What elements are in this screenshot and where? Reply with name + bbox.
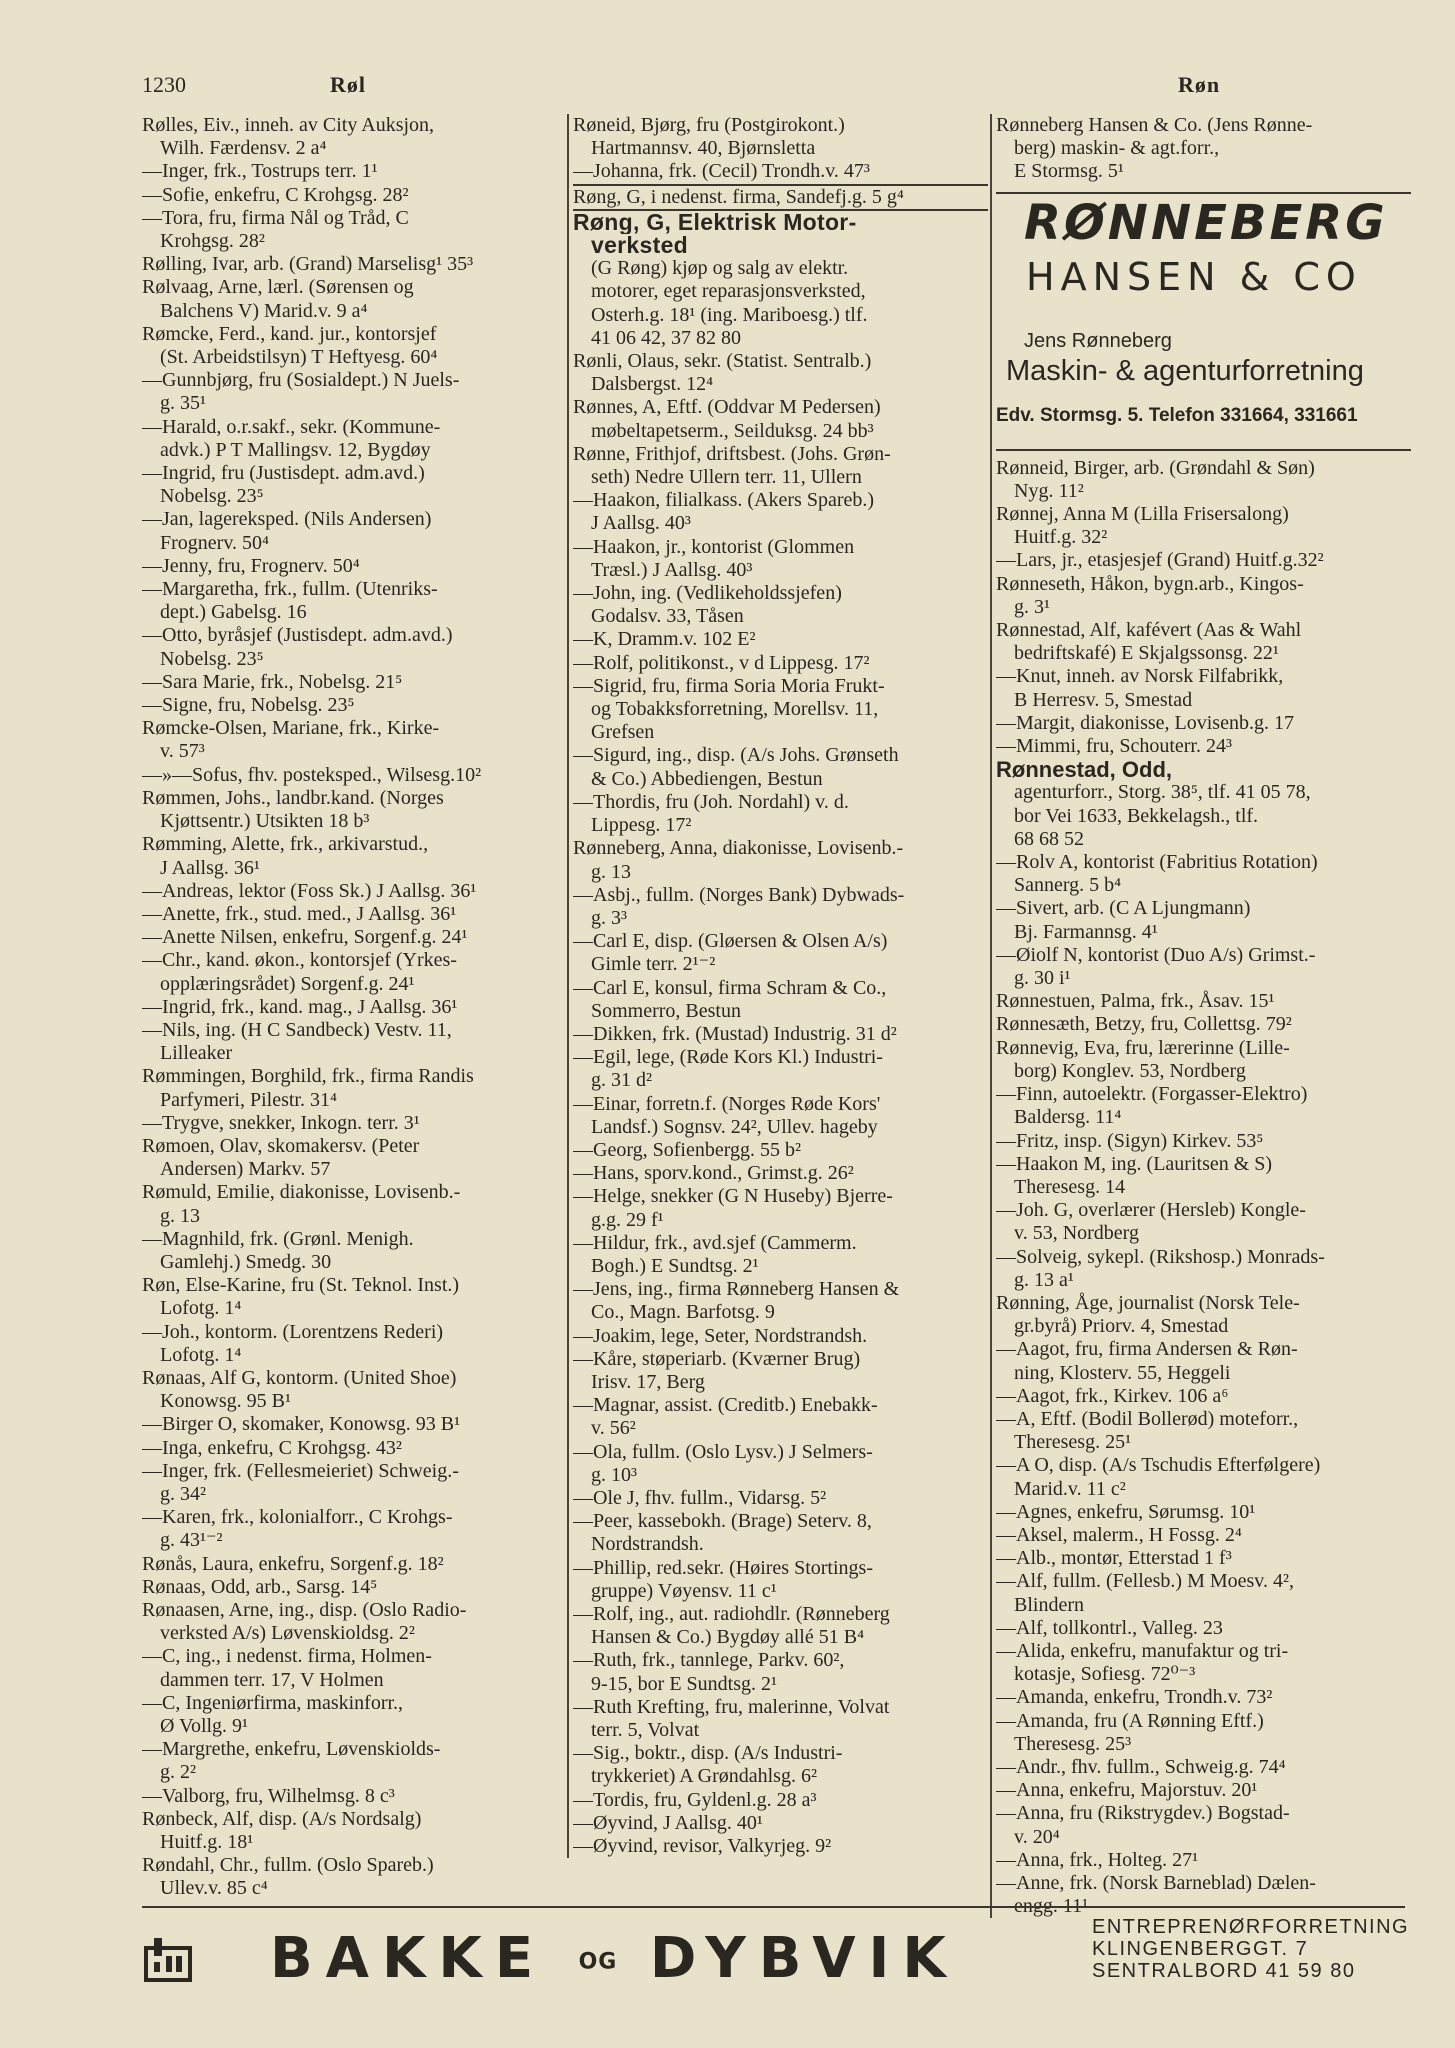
directory-entry-line: —Ola, fullm. (Oslo Lysv.) J Selmers- (573, 1440, 873, 1463)
directory-entry-line: —Ole J, fhv. fullm., Vidarsg. 5² (573, 1486, 827, 1509)
directory-entry-line: —Margaretha, frk., fullm. (Utenriks- (142, 578, 438, 601)
directory-entry-line: —K, Dramm.v. 102 E² (573, 628, 756, 651)
directory-entry-line: —Ruth Krefting, fru, malerinne, Volvat (573, 1695, 890, 1718)
directory-entry-line: Rønnesæth, Betzy, fru, Collettsg. 79² (996, 1013, 1292, 1036)
directory-entry-line: Rønneseth, Håkon, bygn.arb., Kingos- (996, 572, 1304, 595)
directory-entry-line: Rønnestad, Alf, kafévert (Aas & Wahl (996, 619, 1302, 642)
directory-entry-line: Balchens V) Marid.v. 9 a⁴ (160, 299, 368, 322)
directory-entry-line: —Rolv A, kontorist (Fabritius Rotation) (996, 851, 1318, 874)
directory-entry-line: 68 68 52 (1014, 827, 1084, 850)
directory-entry-line: (St. Arbeidstilsyn) T Heftyesg. 60⁴ (160, 346, 438, 369)
directory-entry-line: B Herresv. 5, Smestad (1014, 688, 1193, 711)
directory-entry-line: g. 31 d² (591, 1069, 652, 1092)
directory-entry-line: —Peer, kassebokh. (Brage) Seterv. 8, (573, 1510, 872, 1533)
directory-column-3 (990, 114, 1411, 1918)
directory-entry-line: —Øyvind, J Aallsg. 40¹ (573, 1811, 763, 1834)
directory-entry-line: —Harald, o.r.sakf., sekr. (Kommune- (142, 415, 441, 438)
directory-entry-line: —Inger, frk., Tostrups terr. 1¹ (142, 160, 378, 183)
directory-entry-line: Sannerg. 5 b⁴ (1014, 874, 1122, 897)
directory-entry-line: —Sig., boktr., disp. (A/s Industri- (573, 1742, 843, 1765)
directory-entry-line: Huitf.g. 32² (1014, 526, 1108, 549)
advert-logo-company: HANSEN & CO (1026, 254, 1362, 299)
footer-line-1: ENTREPRENØRFORRETNING (1092, 1916, 1410, 1938)
directory-entry-line: —Sara Marie, frk., Nobelsg. 21⁵ (142, 670, 403, 693)
directory-entry-line: Theresesg. 25¹ (1014, 1431, 1132, 1454)
directory-entry-line: Blindern (1014, 1593, 1084, 1616)
footer-brand (270, 1926, 959, 1991)
directory-entry-line: v. 20⁴ (1014, 1825, 1060, 1848)
directory-entry-line: verksted (591, 234, 689, 258)
directory-entry-line: Lofotg. 1⁴ (160, 1297, 242, 1320)
directory-entry-line: Rønnevig, Eva, fru, lærerinne (Lille- (996, 1036, 1290, 1059)
directory-entry-line: Rønaas, Odd, arb., Sarsg. 14⁵ (142, 1575, 378, 1598)
directory-entry-line: —Ruth, frk., tannlege, Parkv. 60², (573, 1649, 845, 1672)
bakke-dybvik-advertisement (142, 1906, 1410, 2008)
directory-entry-line: —Anette, frk., stud. med., J Aallsg. 36¹ (142, 902, 457, 925)
directory-entry-line: —Inger, frk. (Fellesmeieriet) Schweig.- (142, 1459, 459, 1482)
directory-entry-line: Gamlehj.) Smedg. 30 (160, 1250, 332, 1273)
directory-entry-line: Kjøttsentr.) Utsikten 18 b³ (160, 810, 370, 833)
directory-entry-line: v. 56² (591, 1417, 636, 1440)
directory-entry-line: Krohgsg. 28² (160, 230, 265, 253)
directory-entry-line: —Andreas, lektor (Foss Sk.) J Aallsg. 36¹ (142, 879, 477, 902)
directory-entry-line: —Georg, Sofienbergg. 55 b² (573, 1138, 802, 1161)
directory-entry-line: Andersen) Markv. 57 (160, 1158, 331, 1181)
directory-entry-line: Ullev.v. 85 c⁴ (160, 1877, 268, 1900)
directory-entry-line: —Øiolf N, kontorist (Duo A/s) Grimst.- (996, 943, 1316, 966)
brand-bakke: BAKKE (270, 1926, 547, 1991)
directory-entry-line: g. 13 a¹ (1014, 1268, 1074, 1291)
directory-entry-line: Rømmingen, Borghild, frk., firma Randis (142, 1065, 474, 1088)
directory-entry-line: dept.) Gabelsg. 16 (160, 601, 307, 624)
footer-line-2: KLINGENBERGGT. 7 (1092, 1938, 1309, 1960)
directory-entry-line: Rønnestad, Odd, (996, 758, 1172, 782)
directory-entry-line: —Egil, lege, (Røde Kors Kl.) Industri- (573, 1046, 883, 1069)
directory-entry-line: Rømcke, Ferd., kand. jur., kontorsjef (142, 322, 437, 345)
directory-entry-line: terr. 5, Volvat (591, 1719, 700, 1742)
directory-entry-line: —Anna, frk., Holteg. 27¹ (996, 1848, 1199, 1871)
directory-entry-line: Gimle terr. 2¹⁻² (591, 953, 716, 976)
directory-entry-line: verksted A/s) Løvenskioldsg. 2² (160, 1622, 415, 1645)
directory-entry-line: —Mimmi, fru, Schouterr. 24³ (996, 735, 1232, 758)
directory-entry-line: 9-15, bor E Sundtsg. 2¹ (591, 1672, 777, 1695)
directory-entry-line: —Thordis, fru (Joh. Nordahl) v. d. (573, 790, 849, 813)
directory-entry-line: —Jens, ing., firma Rønneberg Hansen & (573, 1278, 900, 1301)
directory-entry-line: Grefsen (591, 721, 655, 744)
directory-entry-line: Rømuld, Emilie, diakonisse, Lovisenb.- (142, 1181, 461, 1204)
directory-entry-line: J Aallsg. 36¹ (160, 856, 260, 879)
directory-entry-line: —Helge, snekker (G N Huseby) Bjerre- (573, 1185, 893, 1208)
directory-entry-line: 41 06 42, 37 82 80 (591, 326, 741, 349)
directory-entry-line: —Andr., fhv. fullm., Schweig.g. 74⁴ (996, 1755, 1286, 1778)
directory-entry-line: —Haakon, filialkass. (Akers Spareb.) (573, 489, 875, 512)
directory-entry-line: —Dikken, frk. (Mustad) Industrig. 31 d² (573, 1022, 897, 1045)
directory-entry-line: bedriftskafé) E Skjalgssonsg. 22¹ (1014, 642, 1279, 665)
directory-entry-line: Røng, G, Elektrisk Motor- (573, 210, 857, 235)
directory-entry-line: —Valborg, fru, Wilhelmsg. 8 c³ (142, 1784, 395, 1807)
directory-entry-line: Osterh.g. 18¹ (ing. Mariboesg.) tlf. (591, 303, 868, 326)
directory-entry-line: —Trygve, snekker, Inkogn. terr. 3¹ (142, 1111, 420, 1134)
directory-entry-line: Nyg. 11² (1014, 479, 1084, 502)
directory-entry-line: g. 3¹ (1014, 595, 1050, 618)
directory-entry-line: —Margrethe, enkefru, Løvenskiolds- (142, 1738, 441, 1761)
directory-entry-line: ning, Klosterv. 55, Heggeli (1014, 1361, 1231, 1384)
directory-entry-line: Bj. Farmannsg. 4¹ (1014, 920, 1158, 943)
directory-entry-line: Lippesg. 17² (591, 814, 692, 837)
directory-entry-line: engg. 11¹ (1014, 1895, 1089, 1918)
directory-entry-line: Ø Vollg. 9¹ (160, 1715, 249, 1738)
directory-entry-line: Rønning, Åge, journalist (Norsk Tele- (996, 1291, 1300, 1314)
directory-entry-line: —Birger O, skomaker, Konowsg. 93 B¹ (142, 1413, 461, 1436)
directory-entry-line: —Otto, byråsjef (Justisdept. adm.avd.) (142, 624, 453, 647)
directory-entry-line: —Amanda, enkefru, Trondh.v. 73² (996, 1686, 1273, 1709)
directory-entry-line: —Sofie, enkefru, C Krohgsg. 28² (142, 183, 409, 206)
directory-entry-line: —Nils, ing. (H C Sandbeck) Vestv. 11, (142, 1018, 452, 1041)
directory-entry-line: (G Røng) kjøp og salg av elektr. (591, 257, 849, 280)
directory-entry-line: Rømmen, Johs., landbr.kand. (Norges (142, 786, 444, 809)
advert-address-phone: Edv. Stormsg. 5. Telefon 331664, 331661 (996, 404, 1358, 426)
directory-entry-line: Baldersg. 11⁴ (1014, 1106, 1122, 1129)
directory-entry-line: Landsf.) Sognsv. 24², Ullev. hageby (591, 1115, 878, 1138)
building-logo-icon (144, 1934, 192, 1982)
directory-entry-line: agenturforr., Storg. 38⁵, tlf. 41 05 78, (1014, 781, 1311, 804)
directory-entry-line: —Karen, frk., kolonialforr., C Krohgs- (142, 1506, 453, 1529)
directory-entry-line: Rømming, Alette, frk., arkivarstud., (142, 833, 429, 856)
directory-entry-line: Wilh. Færdensv. 2 a⁴ (160, 137, 327, 160)
directory-entry-line: Røn, Else-Karine, fru (St. Teknol. Inst.) (142, 1274, 460, 1297)
directory-entry-line: Rønnestuen, Palma, frk., Åsav. 15¹ (996, 990, 1275, 1013)
advert-logo-name: RØNNEBERG (1024, 194, 1388, 251)
directory-column-2 (567, 114, 988, 1858)
directory-entry-line: Rønnes, A, Eftf. (Oddvar M Pedersen) (573, 396, 881, 419)
directory-entry-line: møbeltapetserm., Seilduksg. 24 bb³ (591, 419, 874, 442)
directory-entry-line: —Alf, tollkontrl., Valleg. 23 (996, 1616, 1223, 1639)
directory-entry-line: Theresesg. 25³ (1014, 1732, 1132, 1755)
directory-entry-line: —Anette Nilsen, enkefru, Sorgenf.g. 24¹ (142, 926, 468, 949)
directory-entry-line: —Finn, autoelektr. (Forgasser-Elektro) (996, 1083, 1308, 1106)
directory-entry-line: —Solveig, sykepl. (Rikshosp.) Monrads- (996, 1245, 1325, 1268)
directory-entry-line: —Joakim, lege, Seter, Nordstrandsh. (573, 1324, 868, 1347)
directory-entry-line: Rønås, Laura, enkefru, Sorgenf.g. 18² (142, 1552, 444, 1575)
directory-entry-line: —Carl E, konsul, firma Schram & Co., (573, 976, 887, 999)
directory-entry-line: —Joh. G, overlærer (Hersleb) Kongle- (996, 1199, 1306, 1222)
directory-entry-line: —Knut, inneh. av Norsk Filfabrikk, (996, 665, 1284, 688)
directory-entry-line: Frognerv. 50⁴ (160, 531, 269, 554)
directory-entry-line: Dalsbergst. 12⁴ (591, 373, 714, 396)
directory-entry-line: E Stormsg. 5¹ (1014, 160, 1124, 183)
directory-entry-line: —Aksel, malerm., H Fossg. 2⁴ (996, 1523, 1242, 1546)
directory-entry-line: Rølles, Eiv., inneh. av City Auksjon, (142, 114, 435, 136)
directory-entry-line: Irisv. 17, Berg (591, 1370, 705, 1393)
directory-entry-line: Røng, G, i nedenst. firma, Sandefj.g. 5 g⁴ (573, 184, 988, 211)
page-number: 1230 (142, 72, 186, 97)
directory-entry-line: Træsl.) J Aallsg. 40³ (591, 558, 753, 581)
directory-entry-line: —Margit, diakonisse, Lovisenb.g. 17 (996, 711, 1294, 734)
directory-entry-line: opplæringsrådet) Sorgenf.g. 24¹ (160, 972, 415, 995)
directory-entry-line: —Aagot, fru, firma Andersen & Røn- (996, 1338, 1298, 1361)
directory-entry-line: Rønbeck, Alf, disp. (A/s Nordsalg) (142, 1807, 422, 1830)
directory-entry-line: —Rolf, politikonst., v d Lippesg. 17² (573, 651, 870, 674)
directory-entry-line: gr.byrå) Priorv. 4, Smestad (1014, 1315, 1229, 1338)
directory-entry-line: Nobelsg. 23⁵ (160, 485, 264, 508)
directory-entry-line: v. 53, Nordberg (1014, 1222, 1139, 1245)
directory-entry-line: g. 13 (591, 860, 631, 883)
directory-entry-line: —Joh., kontorm. (Lorentzens Rederi) (142, 1320, 444, 1343)
directory-entry-line: Rømoen, Olav, skomakersv. (Peter (142, 1134, 420, 1157)
brand-dybvik: DYBVIK (649, 1926, 959, 1991)
directory-entry-line: berg) maskin- & agt.forr., (1014, 137, 1220, 160)
directory-entry-line: seth) Nedre Ullern terr. 11, Ullern (591, 466, 862, 489)
directory-entry-line: gruppe) Vøyensv. 11 c¹ (591, 1579, 777, 1602)
directory-entry-line: —Asbj., fullm. (Norges Bank) Dybwads- (573, 883, 905, 906)
directory-entry-line: —Anna, fru (Rikstrygdev.) Bogstad- (996, 1802, 1290, 1825)
directory-entry-line: Rønneberg, Anna, diakonisse, Lovisenb.- (573, 837, 904, 860)
directory-entry-line: bor Vei 1633, Bekkelagsh., tlf. (1014, 804, 1259, 827)
directory-entry-line: Rønneid, Birger, arb. (Grøndahl & Søn) (996, 456, 1315, 479)
directory-entry-line: —Gunnbjørg, fru (Sosialdept.) N Juels- (142, 369, 460, 392)
directory-entry-line: v. 57³ (160, 740, 205, 763)
directory-entry-line: g. 30 i¹ (1014, 967, 1071, 990)
directory-entry-line: —Phillip, red.sekr. (Høires Stortings- (573, 1556, 873, 1579)
directory-entry-line: Rønli, Olaus, sekr. (Statist. Sentralb.) (573, 350, 872, 373)
directory-entry-line: trykkeriet) A Grøndahlsg. 6² (591, 1765, 817, 1788)
directory-entry-line: Røneid, Bjørg, fru (Postgirokont.) (573, 114, 845, 136)
directory-entry-line: Hansen & Co.) Bygdøy allé 51 B⁴ (591, 1626, 865, 1649)
directory-entry-line: Røndahl, Chr., fullm. (Oslo Spareb.) (142, 1854, 434, 1877)
directory-entry-line: —Hans, sporv.kond., Grimst.g. 26² (573, 1162, 854, 1185)
directory-entry-line: kotasje, Sofiesg. 72⁰⁻³ (1014, 1663, 1196, 1686)
directory-entry-line: —Haakon, jr., kontorist (Glommen (573, 535, 855, 558)
brand-og: OG (578, 1949, 618, 1975)
directory-entry-line: dammen terr. 17, V Holmen (160, 1668, 384, 1691)
directory-entry-line: Rønneberg Hansen & Co. (Jens Rønne- (996, 114, 1313, 136)
directory-entry-line: —Chr., kand. økon., kontorsjef (Yrkes- (142, 949, 457, 972)
directory-entry-line: —Ingrid, frk., kand. mag., J Aallsg. 36¹ (142, 995, 458, 1018)
directory-entry-line: —Ingrid, fru (Justisdept. adm.avd.) (142, 462, 425, 485)
directory-entry-line: Marid.v. 11 c² (1014, 1477, 1126, 1500)
directory-entry-line: —Agnes, enkefru, Sørumsg. 10¹ (996, 1500, 1256, 1523)
directory-entry-line: —Magnar, assist. (Creditb.) Enebakk- (573, 1394, 878, 1417)
directory-entry-line: motorer, eget reparasjonsverksted, (591, 280, 866, 303)
directory-entry-line: Parfymeri, Pilestr. 31⁴ (160, 1088, 337, 1111)
directory-entry-line: g. 3³ (591, 906, 627, 929)
directory-entry-line: advk.) P T Mallingsv. 12, Bygdøy (160, 438, 431, 461)
directory-entry-line: —Inga, enkefru, C Krohgsg. 43² (142, 1436, 402, 1459)
directory-entry-line: g.g. 29 f¹ (591, 1208, 664, 1231)
directory-entry-line: —A O, disp. (A/s Tschudis Efterfølgere) (996, 1454, 1321, 1477)
directory-entry-line: g. 13 (160, 1204, 200, 1227)
directory-column-1 (142, 114, 557, 1901)
directory-entry-line: —Alb., montør, Etterstad 1 f³ (996, 1547, 1232, 1570)
directory-entry-line: Bogh.) E Sundtsg. 2¹ (591, 1254, 759, 1277)
right-guide-word: Røn (1178, 72, 1221, 97)
directory-entry-line: Rømcke-Olsen, Mariane, frk., Kirke- (142, 717, 440, 740)
directory-entry-line: —Johanna, frk. (Cecil) Trondh.v. 47³ (573, 160, 870, 183)
directory-entry-line: —Fritz, insp. (Sigyn) Kirkev. 53⁵ (996, 1129, 1264, 1152)
directory-entry-line: —Tora, fru, firma Nål og Tråd, C (142, 206, 409, 229)
directory-entry-line: —Einar, forretn.f. (Norges Røde Kors' (573, 1092, 881, 1115)
directory-entry-line: —Magnhild, frk. (Grønl. Menigh. (142, 1227, 414, 1250)
directory-entry-line: borg) Konglev. 53, Nordberg (1014, 1059, 1246, 1082)
directory-entry-line: Theresesg. 14 (1014, 1175, 1126, 1198)
directory-entry-line: —Signe, fru, Nobelsg. 23⁵ (142, 694, 355, 717)
directory-entry-line: g. 43¹⁻² (160, 1529, 223, 1552)
directory-entry-line: —A, Eftf. (Bodil Bollerød) moteforr., (996, 1407, 1299, 1430)
directory-entry-line: —Øyvind, revisor, Valkyrjeg. 9² (573, 1835, 832, 1858)
directory-entry-line: Sommerro, Bestun (591, 999, 741, 1022)
directory-entry-line: —Haakon M, ing. (Lauritsen & S) (996, 1152, 1273, 1175)
footer-line-3: SENTRALBORD 41 59 80 (1092, 1960, 1356, 1982)
directory-entry-line: Rønnej, Anna M (Lilla Frisersalong) (996, 503, 1289, 526)
directory-entry-line: —Sivert, arb. (C A Ljungmann) (996, 897, 1251, 920)
page-header (142, 72, 1405, 104)
directory-entry-line: —Alf, fullm. (Fellesb.) M Moesv. 4², (996, 1570, 1295, 1593)
directory-entry-line: —Anne, frk. (Norsk Barneblad) Dælen- (996, 1872, 1316, 1894)
directory-entry-line: —Carl E, disp. (Gløersen & Olsen A/s) (573, 930, 888, 953)
advert-owner: Jens Rønneberg (1024, 329, 1172, 352)
directory-entry-line: —Alida, enkefru, manufaktur og tri- (996, 1639, 1289, 1662)
directory-entry-line: Rølling, Ivar, arb. (Grand) Marselisg¹ 35³ (142, 253, 474, 276)
directory-entry-line: og Tobakksforretning, Morellsv. 11, (591, 698, 879, 721)
directory-entry-line: Nobelsg. 23⁵ (160, 647, 264, 670)
directory-entry-line: Lofotg. 1⁴ (160, 1343, 242, 1366)
directory-entry-line: —Lars, jr., etasjesjef (Grand) Huitf.g.32² (996, 549, 1324, 572)
directory-entry-line: —Tordis, fru, Gyldenl.g. 28 a³ (573, 1788, 817, 1811)
directory-entry-line: Rønaas, Alf G, kontorm. (United Shoe) (142, 1366, 457, 1389)
directory-entry-line: Rølvaag, Arne, lærl. (Sørensen og (142, 276, 414, 299)
directory-entry-line: —Aagot, frk., Kirkev. 106 a⁶ (996, 1384, 1229, 1407)
footer-contact (1092, 1916, 1409, 1982)
directory-entry-line: g. 34² (160, 1482, 206, 1505)
directory-entry-line: —Rolf, ing., aut. radiohdlr. (Rønneberg (573, 1603, 890, 1625)
directory-entry-line: Lilleaker (160, 1042, 233, 1065)
advert-business: Maskin- & agenturforretning (1006, 354, 1364, 387)
directory-entry-line: —Kåre, støperiarb. (Kværner Brug) (573, 1347, 861, 1370)
directory-entry-line: g. 35¹ (160, 392, 206, 415)
directory-entry-line: —C, ing., i nedenst. firma, Holmen- (142, 1645, 432, 1668)
directory-entry-line: g. 2² (160, 1761, 196, 1784)
directory-entry-line: Hartmannsv. 40, Bjørnsletta (591, 137, 816, 160)
directory-entry-line: —Anna, enkefru, Majorstuv. 20¹ (996, 1779, 1258, 1802)
directory-entry-line: J Aallsg. 40³ (591, 512, 691, 535)
left-guide-word: Røl (330, 72, 366, 97)
directory-entry-line: —Jenny, fru, Frognerv. 50⁴ (142, 554, 360, 577)
ronneberg-advertisement (996, 192, 1411, 451)
directory-entry-line: Konowsg. 95 B¹ (160, 1390, 292, 1413)
directory-entry-line: Nordstrandsh. (591, 1533, 704, 1556)
directory-entry-line: —C, Ingeniørfirma, maskinforr., (142, 1691, 404, 1714)
directory-entry-line: —Sigrid, fru, firma Soria Moria Frukt- (573, 674, 885, 697)
directory-entry-line: Rønaasen, Arne, ing., disp. (Oslo Radio- (142, 1599, 467, 1621)
directory-entry-line: —Hildur, frk., avd.sjef (Cammerm. (573, 1231, 857, 1254)
directory-entry-line: —Sigurd, ing., disp. (A/s Johs. Grønseth (573, 744, 899, 767)
directory-entry-line: —John, ing. (Vedlikeholdssjefen) (573, 582, 842, 605)
directory-entry-line: Huitf.g. 18¹ (160, 1831, 254, 1854)
directory-entry-line: Godalsv. 33, Tåsen (591, 605, 744, 628)
directory-entry-line: Co., Magn. Barfotsg. 9 (591, 1301, 775, 1324)
directory-entry-line: —Amanda, fru (A Rønning Eftf.) (996, 1709, 1264, 1732)
directory-entry-line: Rønne, Frithjof, driftsbest. (Johs. Grøn- (573, 442, 891, 465)
directory-entry-line: & Co.) Abbediengen, Bestun (591, 767, 823, 790)
directory-entry-line: g. 10³ (591, 1463, 637, 1486)
directory-entry-line: —»—Sofus, fhv. posteksped., Wilsesg.10² (142, 763, 482, 786)
directory-entry-line: —Jan, lagereksped. (Nils Andersen) (142, 508, 432, 531)
